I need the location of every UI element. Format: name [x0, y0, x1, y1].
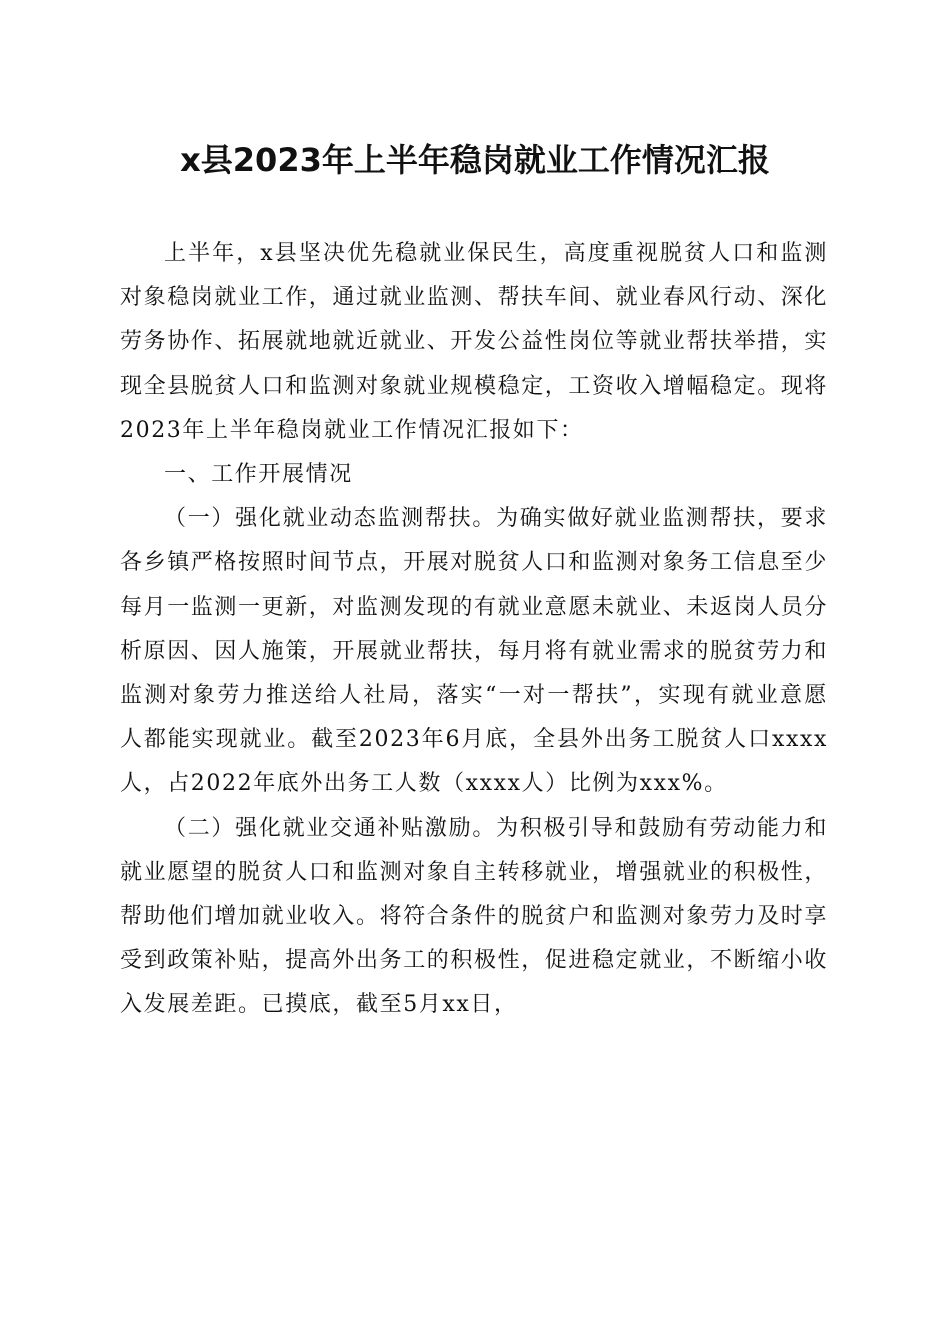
item-2-lead: （二）强化就业交通补贴激励。 [164, 815, 497, 841]
intro-paragraph: 上半年，x县坚决优先稳就业保民生，高度重视脱贫人口和监测对象稳岗就业工作，通过就业监测、帮扶车间、就业春风行动、深化劳务协作、拓展就地就近就业、开发公益性岗位等就业帮扶举措，实现全县脱贫人口和监测对象就业规模稳定，工资收入增幅稳定。现将2023年上半年稳岗就业工作情况汇报如下： [120, 241, 829, 443]
item-2-paragraph [120, 807, 828, 1028]
item-1-paragraph [120, 497, 828, 806]
item-1-text: 为确实做好就业监测帮扶，要求各乡镇严格按照时间节点，开展对脱贫人口和监测对象务工信息至少每月一监测一更新，对监测发现的有就业意愿未就业、未返岗人员分析原因、因人施策，开展就业帮扶，每月将有就业需求的脱贫劳力和监测对象劳力推送给人社局，落实“一对一帮扶”，实现有就业意愿人都能实现就业。截至2023年6月底，全县外出务工脱贫人口xxxx人，占2022年底外出务工人数（xxxx人）比例为xxx%。 [120, 506, 829, 797]
document-body [120, 232, 828, 1028]
section-heading: 一、工作开展情况 [164, 462, 353, 488]
item-2-text: 为积极引导和鼓励有劳动能力和就业愿望的脱贫人口和监测对象自主转移就业，增强就业的积极性，帮助他们增加就业收入。将符合条件的脱贫户和监测对象劳力及时享受到政策补贴，提高外出务工的积极性，促进稳定就业，不断缩小收入发展差距。已摸底，截至5月xx日， [120, 815, 829, 1018]
document-title: x县2023年上半年稳岗就业工作情况汇报 [180, 141, 770, 179]
item-1-lead: （一）强化就业动态监测帮扶。 [164, 506, 497, 532]
